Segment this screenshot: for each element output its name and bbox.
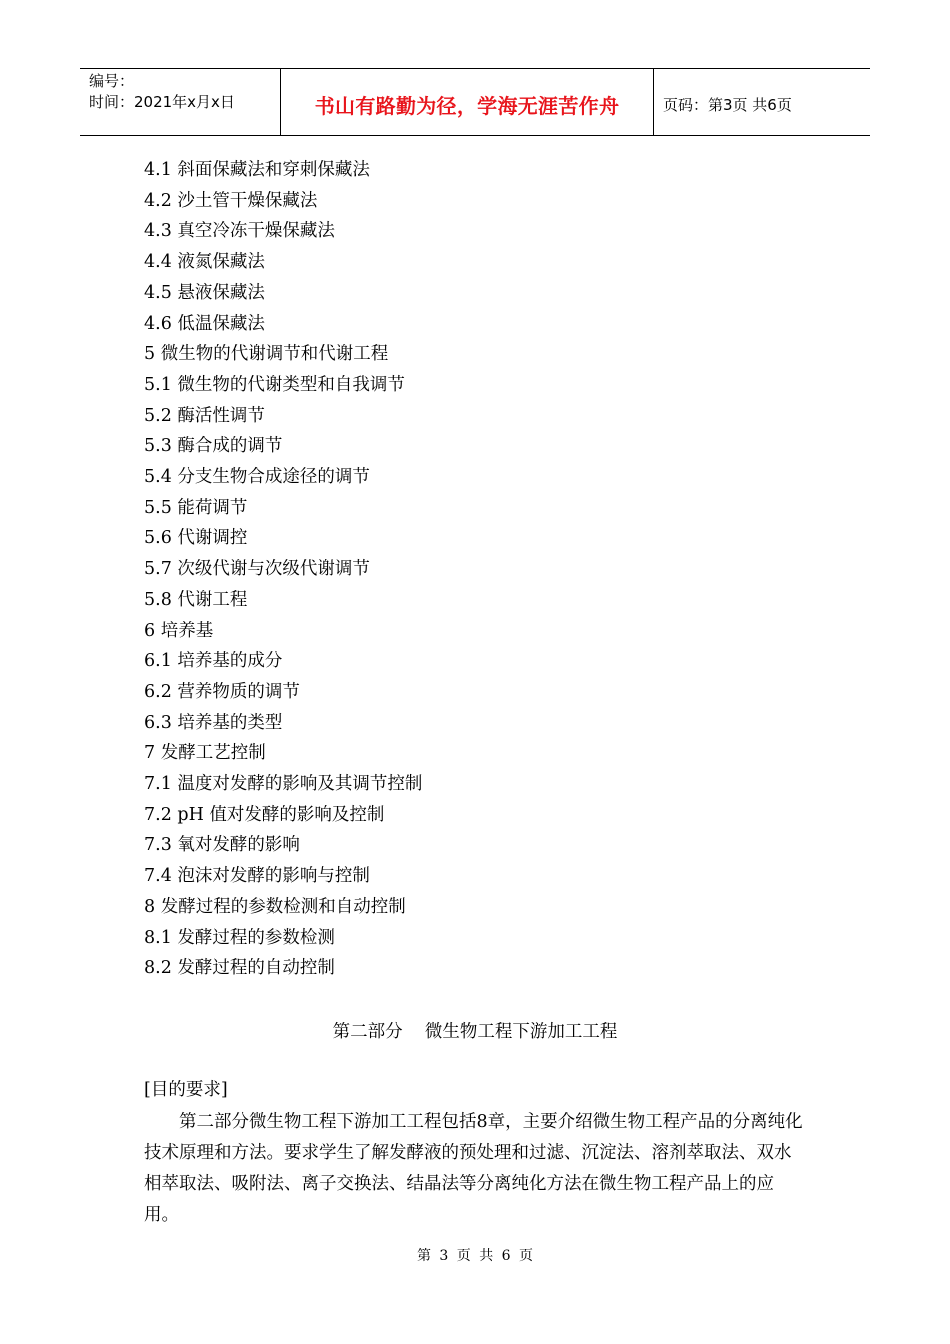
section-title: 第二部分 微生物工程下游加工工程 bbox=[332, 1022, 618, 1042]
header-page-info: 页码：第3页 共6页 bbox=[663, 95, 792, 114]
toc-item: 5 微生物的代谢调节和代谢工程 bbox=[144, 344, 389, 365]
table-of-contents bbox=[144, 155, 422, 984]
toc-item: 4.4 液氮保藏法 bbox=[144, 252, 265, 273]
purpose-paragraph: 第二部分微生物工程下游加工工程包括8章，主要介绍微生物工程产品的分离纯化技术原理和方法。要求学生了解发酵液的预处理和过滤、沉淀法、溶剂萃取法、双水相萃取法、吸附法、离子交换法、结晶法等分离纯化方法在微生物工程产品上的应用。 bbox=[144, 1112, 803, 1225]
page-footer: 第 3 页 共 6 页 bbox=[416, 1248, 534, 1264]
toc-item: 5.4 分支生物合成途径的调节 bbox=[144, 467, 370, 488]
toc-item: 8 发酵过程的参数检测和自动控制 bbox=[144, 896, 406, 917]
toc-item: 7.1 温度对发酵的影响及其调节控制 bbox=[144, 774, 423, 795]
toc-item: 6 培养基 bbox=[144, 620, 214, 641]
purpose-heading: [目的要求] bbox=[144, 1080, 228, 1100]
page-header bbox=[80, 68, 870, 136]
toc-item: 8.1 发酵过程的参数检测 bbox=[144, 927, 335, 948]
toc-item: 4.5 悬液保藏法 bbox=[144, 282, 265, 303]
toc-item: 5.1 微生物的代谢类型和自我调节 bbox=[144, 374, 405, 395]
toc-item: 6.1 培养基的成分 bbox=[144, 651, 283, 672]
toc-item: 7.4 泡沫对发酵的影响与控制 bbox=[144, 866, 370, 887]
toc-item: 4.3 真空冷冻干燥保藏法 bbox=[144, 221, 335, 242]
serial-number-label: 编号： bbox=[89, 72, 135, 90]
toc-item: 4.6 低温保藏法 bbox=[144, 313, 265, 334]
toc-item: 7.3 氧对发酵的影响 bbox=[144, 835, 300, 856]
toc-item: 7 发酵工艺控制 bbox=[144, 743, 266, 764]
toc-item: 6.2 营养物质的调节 bbox=[144, 681, 300, 702]
toc-item: 4.1 斜面保藏法和穿刺保藏法 bbox=[144, 160, 370, 180]
toc-item: 8.2 发酵过程的自动控制 bbox=[144, 958, 335, 979]
toc-item: 5.2 酶活性调节 bbox=[144, 405, 265, 426]
header-motto: 书山有路勤为径，学海无涯苦作舟 bbox=[281, 69, 654, 135]
toc-item: 6.3 培养基的类型 bbox=[144, 712, 283, 733]
toc-item: 7.2 pH 值对发酵的影响及控制 bbox=[144, 804, 385, 825]
toc-item: 5.3 酶合成的调节 bbox=[144, 436, 283, 457]
toc-item: 4.2 沙土管干燥保藏法 bbox=[144, 190, 318, 211]
toc-item: 5.7 次级代谢与次级代谢调节 bbox=[144, 559, 370, 580]
toc-item: 5.6 代谢调控 bbox=[144, 528, 248, 549]
header-meta bbox=[80, 69, 281, 135]
toc-item: 5.8 代谢工程 bbox=[144, 589, 248, 610]
toc-item: 5.5 能荷调节 bbox=[144, 497, 248, 518]
date-label: 时间：2021年x月x日 bbox=[89, 93, 235, 111]
